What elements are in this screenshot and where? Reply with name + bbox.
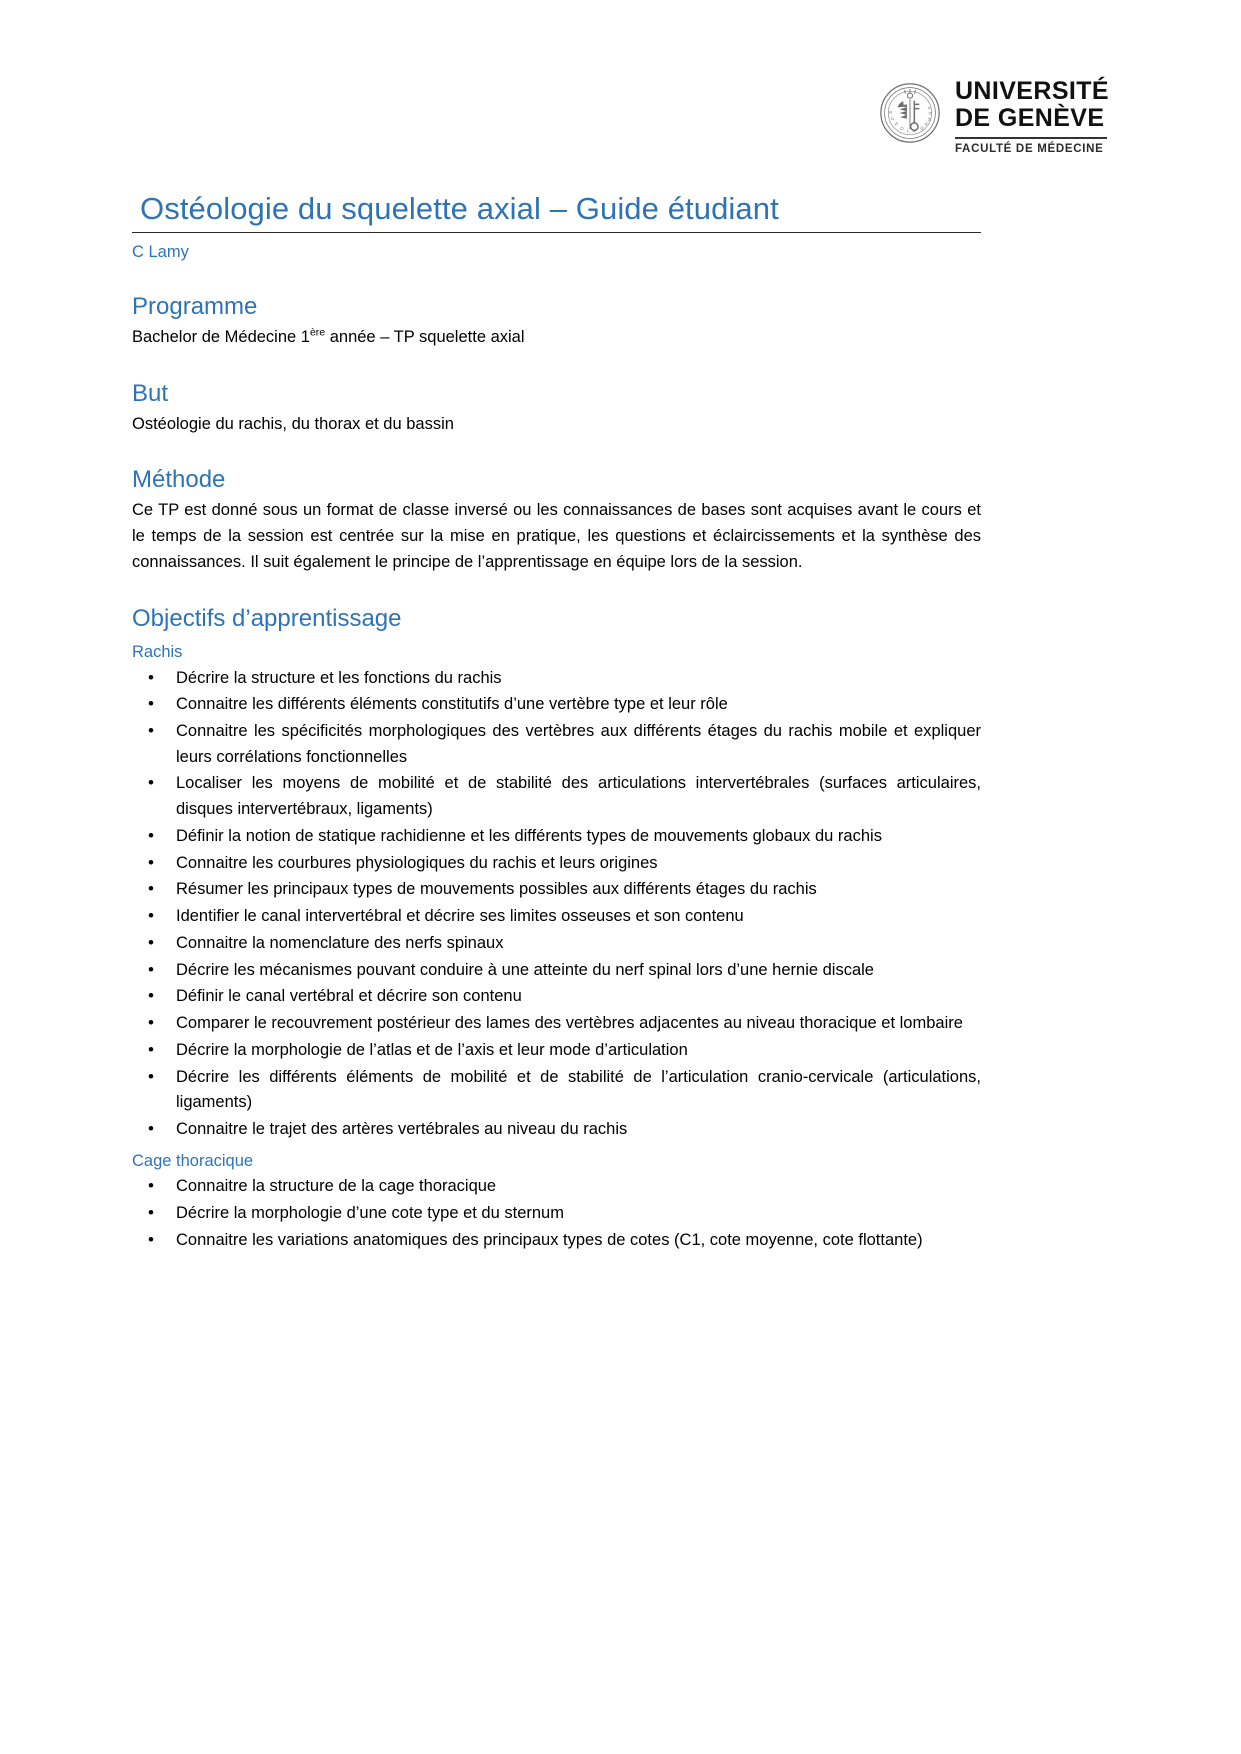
programme-text-after: année – TP squelette axial bbox=[325, 327, 525, 346]
list-item: • Décrire les mécanismes pouvant conduire à une atteinte du nerf spinal lors d’une hernie discale bbox=[132, 958, 981, 984]
list-item: • Connaitre la structure de la cage thoracique bbox=[132, 1174, 981, 1200]
list-item: • Comparer le recouvrement postérieur des lames des vertèbres adjacentes au niveau thoracique et lombaire bbox=[132, 1011, 981, 1037]
subsection-heading-cage-thoracique: Cage thoracique bbox=[132, 1151, 254, 1170]
svg-text:G: G bbox=[919, 125, 925, 132]
list-item: • Résumer les principaux types de mouvements possibles aux différents étages du rachis bbox=[132, 877, 981, 903]
logo-line-universite: UNIVERSITÉ bbox=[954, 77, 1109, 105]
list-item: • Définir le canal vertébral et décrire son contenu bbox=[132, 984, 981, 1010]
programme-ordinal: ère bbox=[309, 326, 326, 339]
subsection-heading-rachis: Rachis bbox=[132, 643, 183, 662]
list-item: • Décrire la morphologie d’une cote type et du sternum bbox=[132, 1201, 981, 1227]
list-item: • Identifier le canal intervertébral et décrire ses limites osseuses et son contenu bbox=[132, 904, 981, 930]
list-item: • Connaitre les variations anatomiques des principaux types de cotes (C1, cote moyenne, cote flottante) bbox=[132, 1228, 981, 1254]
svg-text:N: N bbox=[926, 116, 933, 122]
author-line: C Lamy bbox=[132, 243, 189, 262]
list-item: • Connaitre les spécificités morphologiques des vertèbres aux différents étages du rachis mobile et expliquer leurs corrélations fonctionnelles bbox=[132, 719, 981, 770]
university-logo-header bbox=[879, 78, 1109, 155]
list-item: • Connaitre le trajet des artères vertébrales au niveau du rachis bbox=[132, 1117, 981, 1143]
programme-text bbox=[132, 325, 981, 351]
logo-divider bbox=[955, 137, 1107, 139]
svg-text:L: L bbox=[906, 128, 910, 134]
programme-text-before: Bachelor de Médecine 1 bbox=[132, 327, 310, 346]
svg-text:O: O bbox=[899, 125, 905, 132]
section-heading-methode: Méthode bbox=[132, 466, 226, 494]
svg-text:H: H bbox=[893, 120, 899, 127]
list-item: • Connaitre la nomenclature des nerfs spinaux bbox=[132, 931, 981, 957]
objectives-list-cage-thoracique bbox=[132, 1174, 981, 1253]
objectives-list-rachis bbox=[132, 666, 981, 1143]
list-item: • Décrire la morphologie de l’atlas et de l’axis et leur mode d’articulation bbox=[132, 1038, 981, 1064]
svg-text:C: C bbox=[889, 115, 896, 122]
but-text: Ostéologie du rachis, du thorax et du bassin bbox=[132, 414, 454, 433]
logo-line-de-geneve: DE GENÈVE bbox=[954, 104, 1105, 132]
svg-text:E: E bbox=[927, 111, 934, 116]
list-item: • Décrire la structure et les fonctions du rachis bbox=[132, 666, 981, 692]
section-heading-but: But bbox=[132, 379, 169, 407]
section-heading-programme: Programme bbox=[132, 292, 258, 320]
document-body bbox=[132, 190, 981, 1254]
svg-text:A: A bbox=[912, 128, 917, 134]
svg-text:S: S bbox=[887, 110, 894, 115]
list-item: • Localiser les moyens de mobilité et de stabilité des articulations intervertébrales (surfaces articulaires, disques intervertébraux, ligaments) bbox=[132, 771, 981, 822]
section-heading-objectifs: Objectifs d’apprentissage bbox=[132, 605, 402, 633]
list-item: • Connaitre les différents éléments constitutifs d’une vertèbre type et leur rôle bbox=[132, 692, 981, 718]
logo-faculty-label: FACULTÉ DE MÉDECINE bbox=[954, 142, 1104, 155]
list-item: • Définir la notion de statique rachidienne et les différents types de mouvements globaux du rachis bbox=[132, 824, 981, 850]
svg-text:V: V bbox=[926, 106, 932, 110]
list-item: • Connaitre les courbures physiologiques du rachis et leurs origines bbox=[132, 851, 981, 877]
logo-wordmark bbox=[955, 78, 1109, 155]
list-item: • Décrire les différents éléments de mobilité et de stabilité de l’articulation cranio-cervicale (articulations, ligaments) bbox=[132, 1065, 981, 1116]
university-seal-icon bbox=[879, 82, 941, 144]
page-title: Ostéologie du squelette axial – Guide étudiant bbox=[132, 190, 981, 233]
methode-paragraph: Ce TP est donné sous un format de classe inversé ou les connaissances de bases sont acquises avant le cours et le temps de la session est centrée sur la mise en pratique, les questions et éclaircissements et la synthèse des connaissances. Il suit également le principe de l’apprentissage en équipe lors de la session. bbox=[132, 501, 981, 572]
svg-text:E: E bbox=[923, 121, 930, 127]
